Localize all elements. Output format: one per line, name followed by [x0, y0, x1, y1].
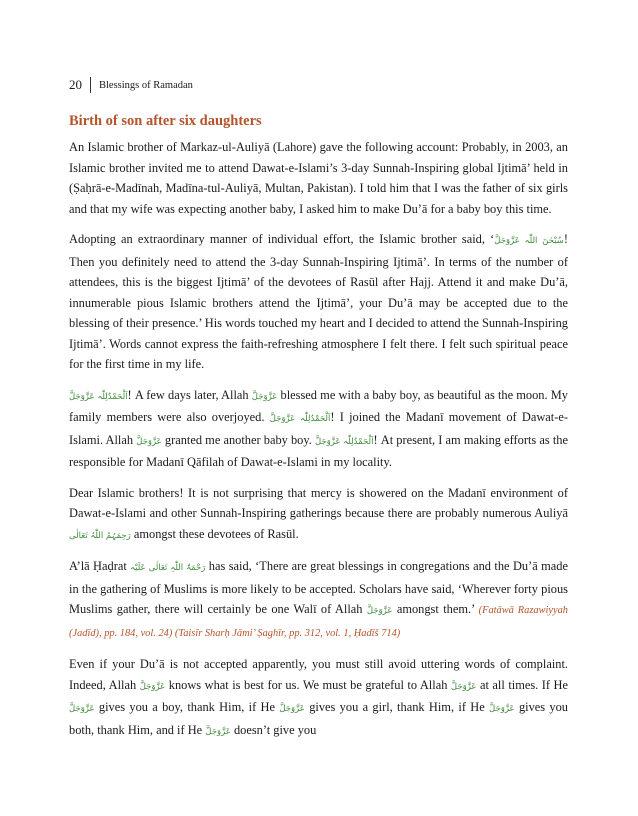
arabic-phrase: اَلْحَمْدُلِلّٰہ عَزَّوَجَلَّ — [314, 436, 374, 447]
text-run: gives you a girl, thank Him, if He — [304, 700, 490, 714]
arabic-phrase: عَزَّوَجَلَّ — [205, 726, 231, 737]
arabic-phrase: عَزَّوَجَلَّ — [366, 606, 393, 616]
text-run: gives you both, thank Him, and if He — [69, 700, 569, 737]
text-run: Even if your Du’ā is not accepted apparently, you must still avoid uttering words of complaint. Indeed, Allah — [69, 657, 568, 692]
text-run: ! I joined the Madanī movement of Dawat-e-Islami. Allah — [69, 410, 569, 447]
citation: (Fatāwā Razawiyyah (Jadīd), pp. 184, vol. 24) (Taisīr Sharḥ Jāmi’ Ṣaghīr, pp. 312, vol. 1, Ḥadīš 714) — [69, 605, 568, 639]
page-number: 20 — [69, 77, 82, 92]
text-run: doesn’t give you — [230, 722, 317, 737]
text-run: amongst them.’ — [392, 602, 479, 616]
section-heading: Birth of son after six daughters — [69, 113, 262, 129]
text-run: Adopting an extraordinary manner of individual effort, the Islamic brother said, ‘ — [69, 232, 495, 246]
page-content — [69, 113, 568, 752]
text-run: Dear Islamic brothers! It is not surprising that mercy is showered on the Madanī environment of Dawat-e-Islami and other Sunnah-Inspiring gatherings because there are probably numerous Auliyā — [69, 485, 568, 520]
paragraph-4 — [69, 483, 568, 547]
text-run: ! Then you definitely need to attend the 3-day Sunnah-Inspiring Ijtimā’. In terms of the number of attendees, this is the biggest Ijtimā’ of the devotees of Rasūl after Hajj. Attend it and make Du’ā, innumerable pious Islamic brothers attend the Ijtimā’, your Du’ā may be accepted due to the blessing of their presence.’ His words touched my heart and I decided to attend the Sunnah-Inspiring Ijtimā’. Words cannot express the faith-refreshing atmosphere I felt there. I felt such spiritual peace for the first time in my life. — [69, 232, 569, 371]
arabic-phrase: عَزَّوَجَلَّ — [69, 704, 95, 714]
text-run: A’lā Ḥaḍrat — [69, 559, 131, 573]
arabic-phrase: اَلْحَمْدُلِلّٰہ عَزَّوَجَلَّ — [69, 391, 128, 402]
paragraph-2 — [69, 229, 568, 375]
text-run: gives you a boy, thank Him, if He — [94, 700, 280, 714]
arabic-phrase: رَحْمَۃُ اللّٰہِ تَعَالٰی عَلَیْہ — [130, 563, 206, 573]
arabic-phrase: رَحِمَہُمُ اللّٰہُ تَعَالٰی — [69, 530, 131, 541]
header-divider — [90, 77, 91, 93]
paragraph-1: An Islamic brother of Markaz-ul-Auliyā (Lahore) gave the following account: Probably, in 2003, an Islamic brother invited me to attend Dawat-e-Islami’s 3-day Sunnah-Inspiring global Ijtimā’ held in (Ṣaḥrā-e-Madīnah, Madīna-tul-Auliyā, Multan, Pakistan). I told him that I was the father of six girls and that my wife was expecting another baby, I asked him to make Du’ā for a baby boy this time. — [69, 140, 568, 216]
arabic-phrase: عَزَّوَجَلَّ — [251, 391, 278, 402]
text-run: ! A few days later, Allah — [127, 387, 252, 402]
text-run: granted me another baby boy. — [161, 432, 315, 447]
text-run: blessed me with a baby boy, as beautiful as the moon. My family members were also overjoyed. — [69, 387, 568, 424]
text-run: knows what is best for us. We must be grateful to Allah — [165, 677, 451, 692]
arabic-phrase: عَزَّوَجَلَّ — [136, 436, 162, 447]
running-header — [69, 77, 193, 93]
text-run: has said, ‘There are great blessings in congregations and the Du’ā made in the gathering of Muslims is more likely to be accepted. Scholars have said, ‘Wherever forty pious Muslims gather, there will certainly be one Walī of Allah — [69, 559, 568, 616]
text-run: at all times. If He — [476, 677, 568, 692]
paragraph-6 — [69, 654, 568, 742]
arabic-phrase: عَزَّوَجَلَّ — [450, 681, 477, 692]
text-run: amongst these devotees of Rasūl. — [130, 526, 299, 541]
arabic-phrase: سُبْحٰنَ اللّٰہ عَزَّوَجَلَّ — [494, 236, 564, 246]
book-title: Blessings of Ramadan — [99, 79, 193, 91]
paragraph-5 — [69, 556, 568, 644]
arabic-phrase: اَلْحَمْدُلِلّٰہ عَزَّوَجَلَّ — [269, 414, 331, 424]
paragraph-3 — [69, 385, 568, 473]
arabic-phrase: عَزَّوَجَلَّ — [279, 704, 305, 714]
arabic-phrase: عَزَّوَجَلَّ — [489, 704, 515, 714]
arabic-phrase: عَزَّوَجَلَّ — [139, 681, 166, 692]
text-run: ! At present, I am making efforts as the responsible for Madanī Qāfilah of Dawat-e-Islami in my locality. — [69, 432, 568, 469]
